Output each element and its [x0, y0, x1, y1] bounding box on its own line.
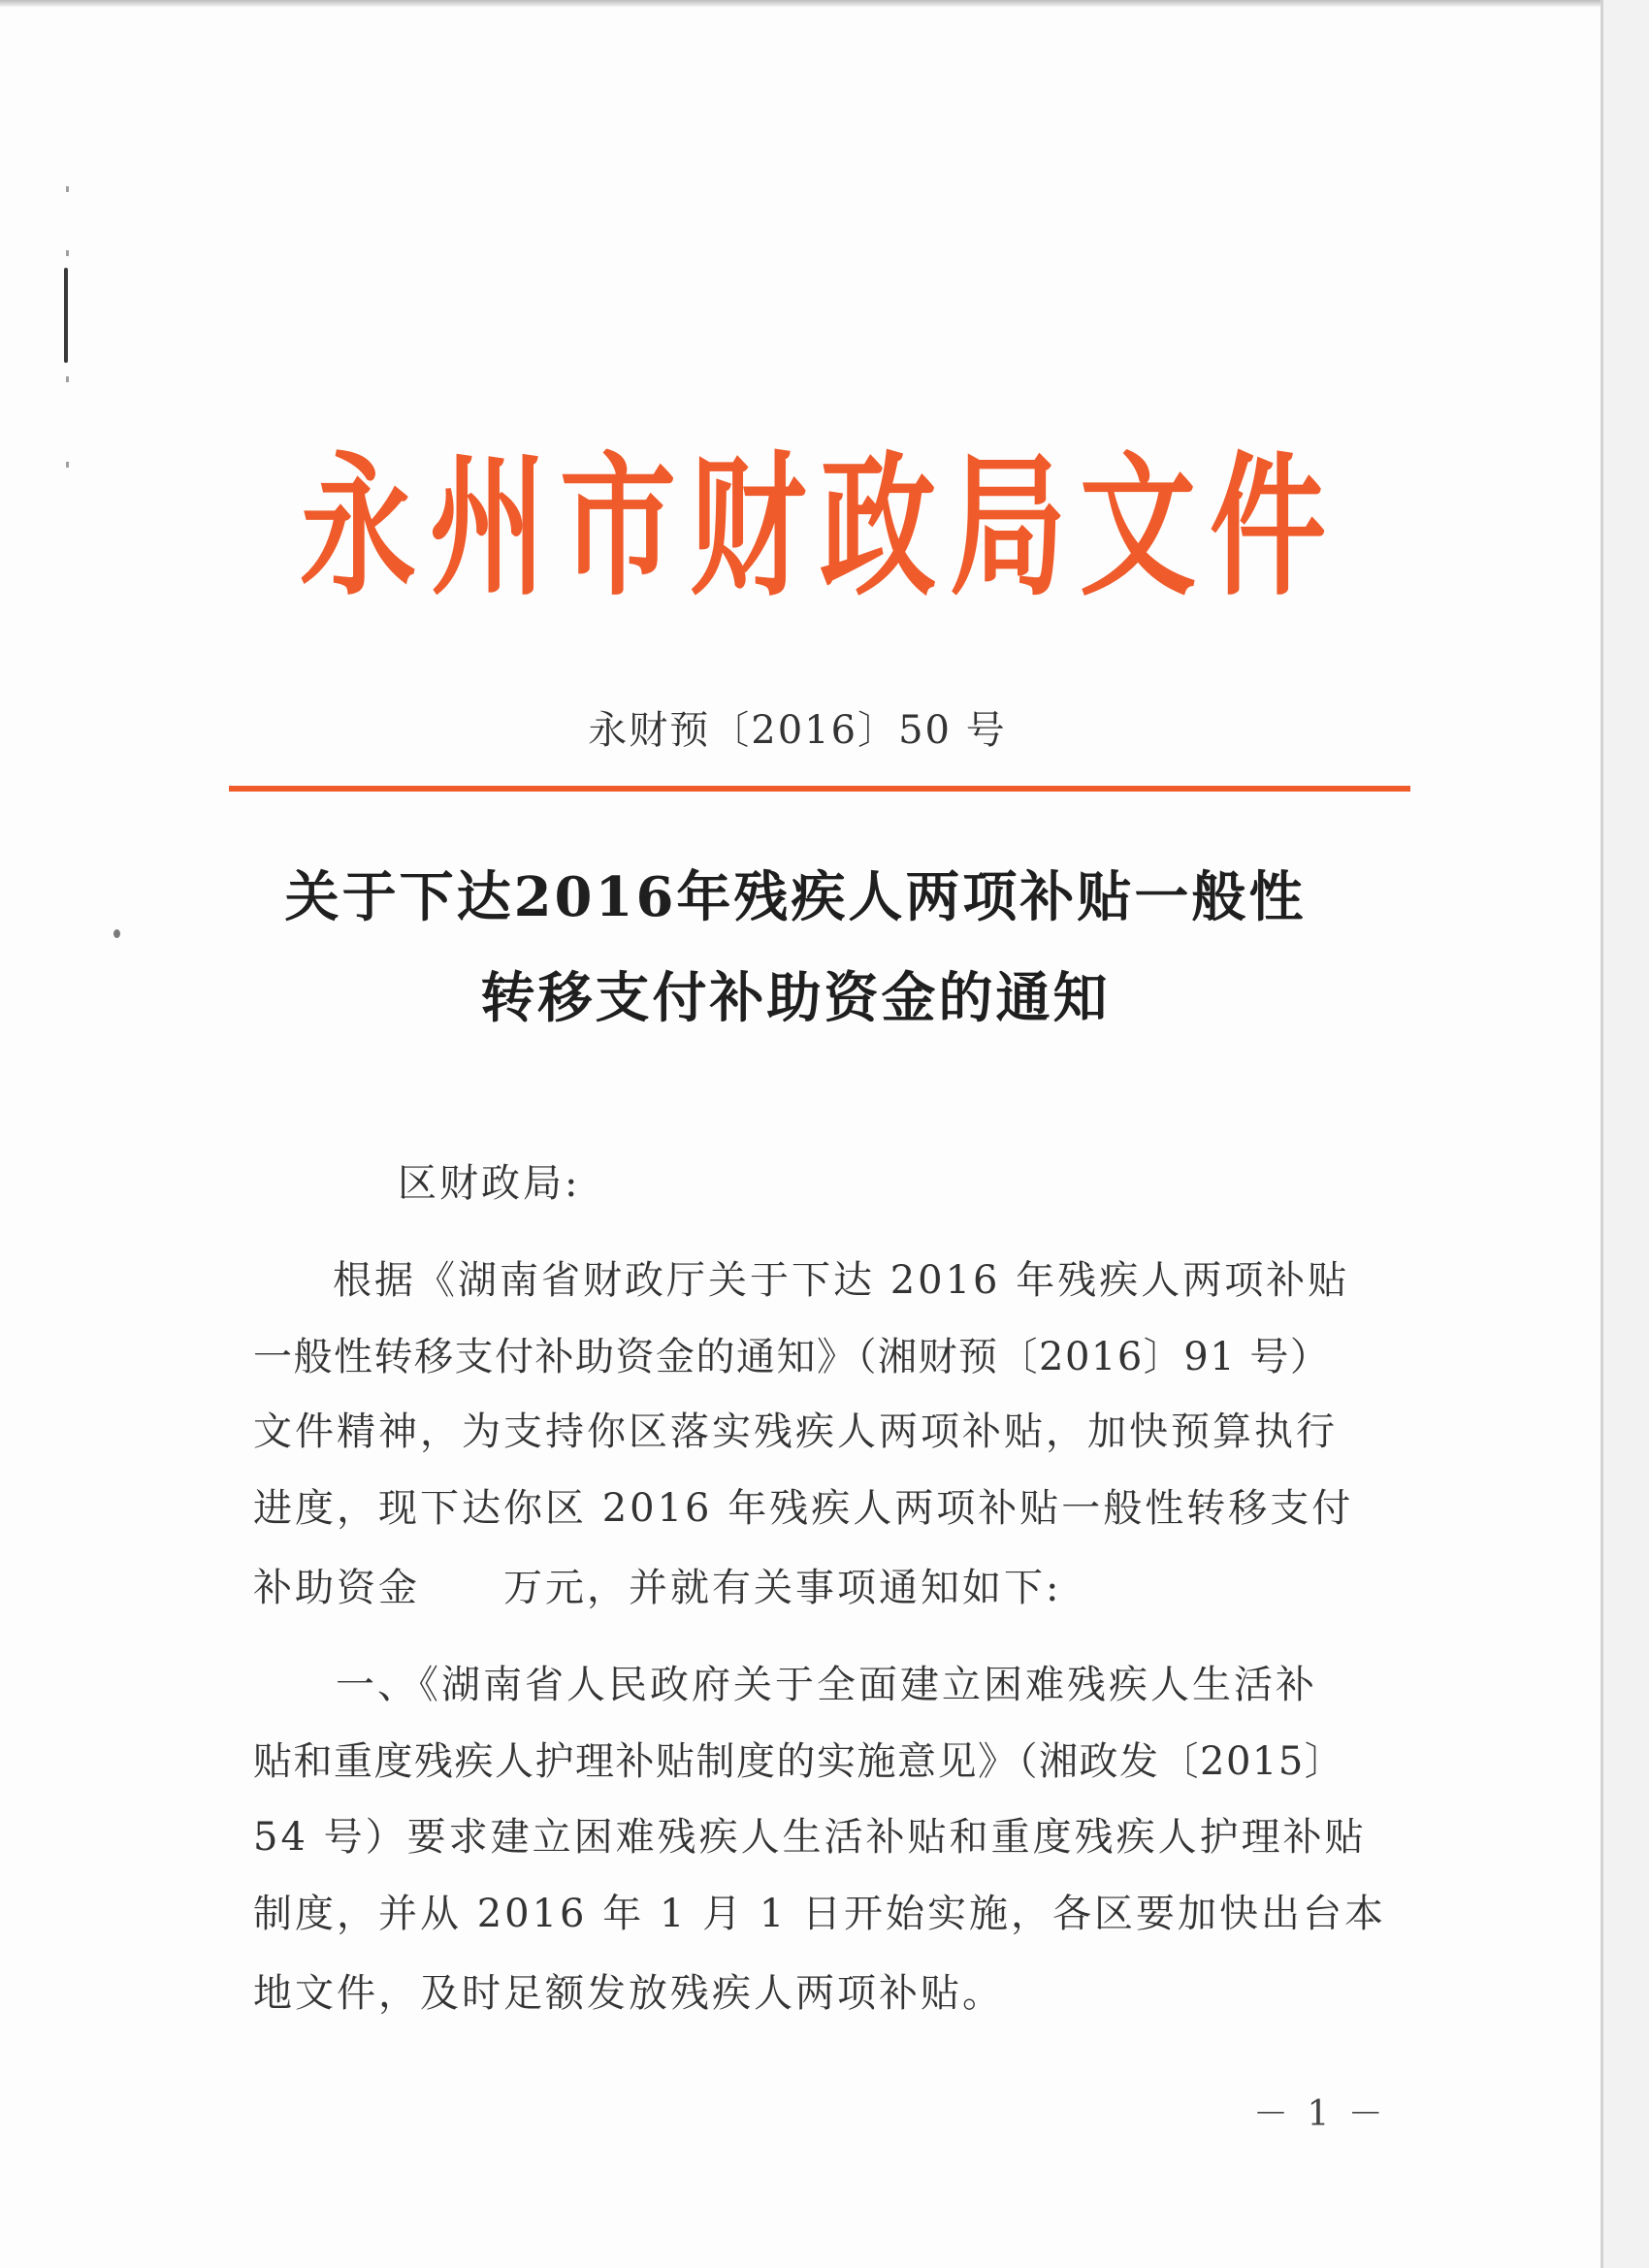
paragraph-line: 进度，现下达你区 2016 年残疾人两项补贴一般性转移支付 — [253, 1486, 1354, 1531]
page-number: － 1 － — [1253, 2094, 1387, 2134]
document-number: 永财预〔2016〕50 号 — [588, 708, 1007, 753]
binding-hole-mark — [66, 250, 69, 256]
paragraph-line: 54 号）要求建立困难残疾人生活补贴和重度残疾人护理补贴 — [253, 1815, 1367, 1860]
paragraph-line: 补助资金 万元，并就有关事项通知如下: — [253, 1566, 1062, 1610]
scan-speck — [113, 929, 120, 938]
masthead-red-rule — [229, 786, 1410, 792]
paragraph-line: 文件精神，为支持你区落实残疾人两项补贴，加快预算执行 — [253, 1409, 1338, 1454]
binding-hole-mark — [66, 376, 69, 382]
binding-staple — [64, 268, 68, 363]
salutation: 区财政局: — [398, 1161, 581, 1206]
paragraph-line: 一般性转移支付补助资金的通知》（湘财预〔2016〕91 号） — [253, 1335, 1331, 1379]
scan-right-edge — [1600, 0, 1649, 2268]
scan-top-edge — [0, 0, 1600, 7]
paragraph-line: 制度，并从 2016 年 1 月 1 日开始实施，各区要加快出台本 — [253, 1892, 1386, 1936]
notice-title-line-2: 转移支付补助资金的通知 — [480, 966, 1111, 1030]
notice-title-line-1: 关于下达2016年残疾人两项补贴一般性 — [284, 865, 1307, 929]
paragraph-line: 地文件，及时足额发放残疾人两项补贴。 — [253, 1971, 1004, 2016]
binding-hole-mark — [66, 186, 69, 192]
paragraph-line: 贴和重度残疾人护理补贴制度的实施意见》（湘政发〔2015〕 — [253, 1739, 1345, 1784]
paragraph-line: 根据《湖南省财政厅关于下达 2016 年残疾人两项补贴 — [333, 1258, 1350, 1303]
paragraph-line: 一、《湖南省人民政府关于全面建立困难残疾人生活补 — [336, 1663, 1317, 1707]
issuer-masthead: 永州市财政局文件 — [300, 437, 1340, 618]
